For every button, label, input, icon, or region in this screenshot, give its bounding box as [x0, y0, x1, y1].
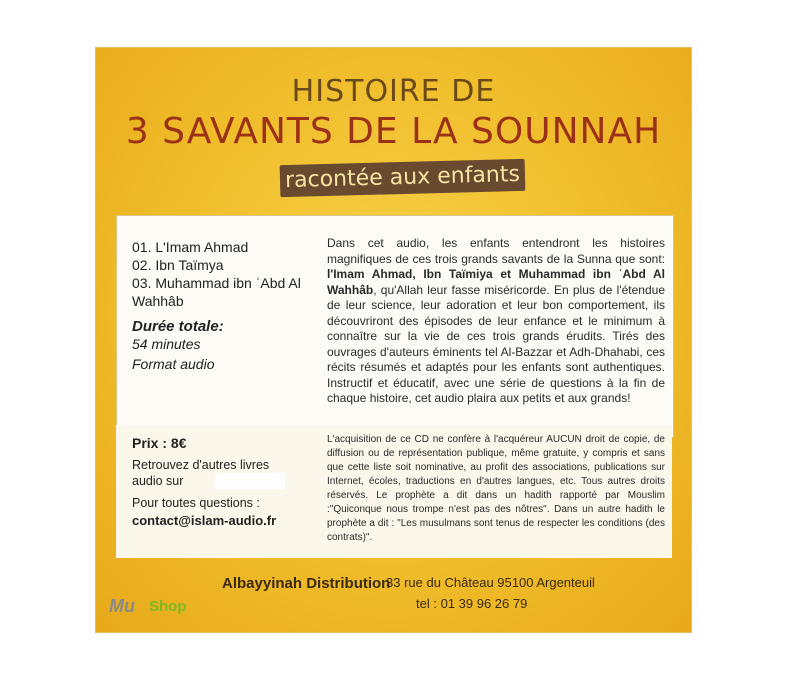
title-line1: HISTOIRE DE — [291, 74, 496, 109]
description — [327, 236, 665, 407]
description-bold: l'Imam Ahmad, Ibn Taïmiya et Muhammad ibn ʿAbd Al Wahhâb — [327, 267, 665, 297]
track-item: 01. L'Imam Ahmad — [132, 239, 249, 255]
logo-mark: Mu — [109, 596, 135, 616]
contact-email: contact@islam-audio.fr — [132, 513, 277, 528]
distributor-address: 33 rue du Château 95100 Argenteuil — [386, 575, 595, 590]
more-books-text: Retrouvez d'autres livres audio sur — [132, 458, 270, 488]
price: Prix : 8€ — [132, 435, 187, 451]
duration-label: Durée totale: — [132, 318, 224, 335]
description-part1: Dans cet audio, les enfants entendront les histoires magnifiques de ces trois grands savants de la Sunna que sont: — [327, 236, 665, 266]
shop-logo — [109, 596, 204, 620]
distributor-tel: tel : 01 39 96 26 79 — [416, 596, 528, 611]
description-part2: , qu'Allah leur fasse miséricorde. En plus de l'étendue de leur science, leur adoration et leur bon comportement, ils découvriront des épisodes de leur enfance et le minimum à connaître sur la vie de ces trois grands érudits. Tirés des ouvrages d'auteurs éminents tel Al-Bazzar et Adh-Dhahabi, ces récits résumés et adaptés pour les enfants sont authentiques. Instructif et éducatif, avec une série de questions à la fin de chaque histoire, cet audio plaira aux petits et aux grands! — [327, 282, 665, 405]
cd-cover — [95, 47, 692, 633]
logo-shop-text: Shop — [149, 598, 187, 615]
title-line2: 3 SAVANTS DE LA SOUNNAH — [125, 111, 662, 152]
track-item: 03. Muhammad ibn ʿAbd Al — [132, 275, 301, 291]
duration-value: 54 minutes — [132, 336, 201, 352]
subtitle-ribbon: racontée aux enfants — [280, 159, 526, 197]
distributor-name: Albayyinah Distribution — [222, 575, 391, 592]
track-item: 02. Ibn Taïmya — [132, 257, 224, 273]
legal-notice: L'acquisition de ce CD ne confère à l'acquéreur AUCUN droit de copie, de diffusion ou de représentation publique, même gratuite, y compris et sans que cette liste soit nominative, au profit des associations, publications sur Internet, écoles, traductions en d'autres langues, etc. Tous autres droits réservés. Le prophète a dit dans un hadith rapporté par Mouslim :"Quiconque nous trompe n'est pas des nôtres". Dans un autre hadith le prophète a dit : "Les musulmans sont tenus de respecter les conditions (des contrats)". — [327, 434, 665, 543]
questions-text: Pour toutes questions : — [132, 496, 260, 510]
track-list — [132, 238, 307, 310]
redacted-box — [215, 473, 285, 489]
track-item: Wahhâb — [132, 293, 184, 309]
format-label: Format audio — [132, 356, 215, 372]
